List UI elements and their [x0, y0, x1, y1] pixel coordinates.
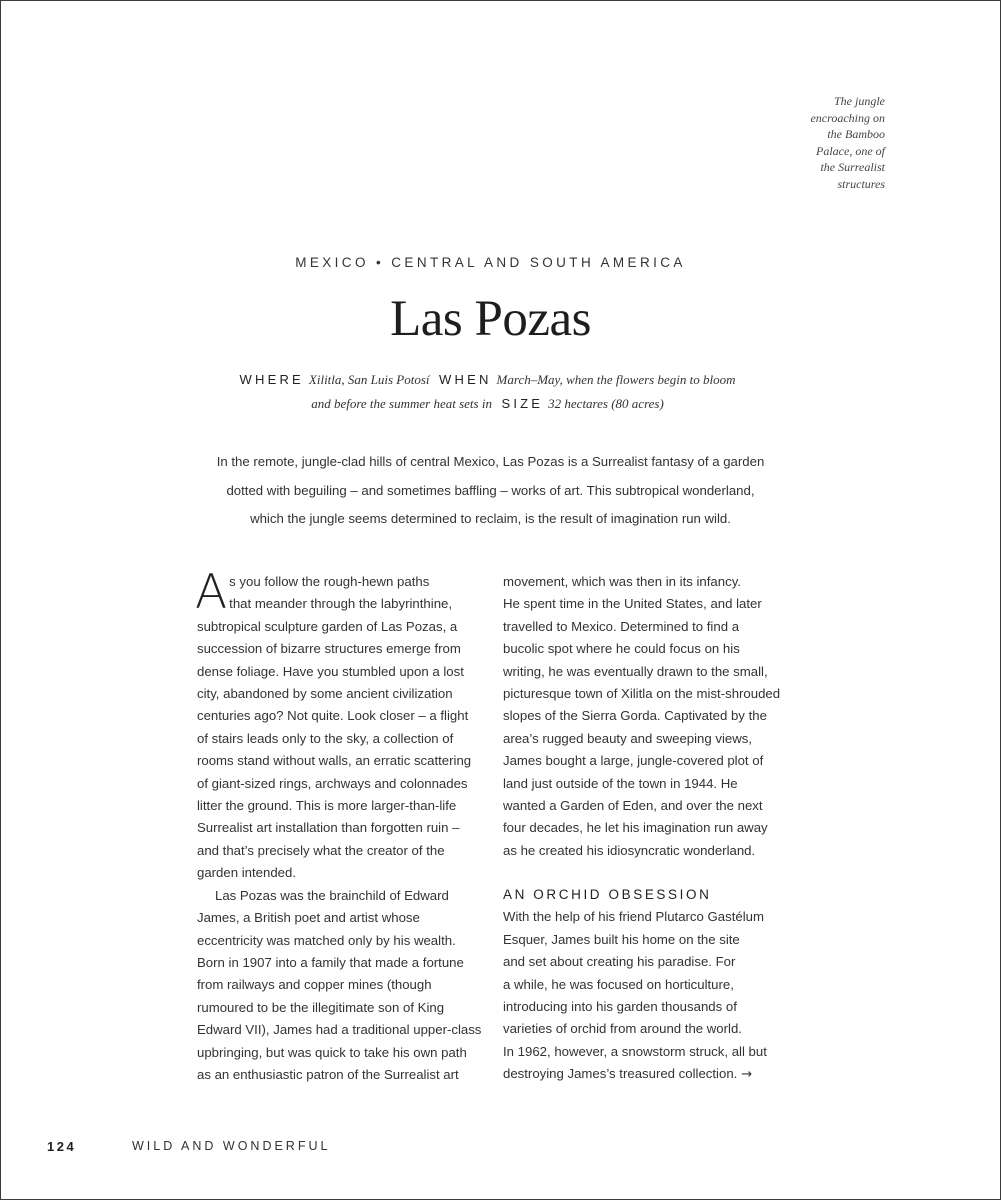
where-label: WHERE: [239, 372, 304, 387]
body-line: and that’s precisely what the creator of the: [197, 842, 445, 858]
body-line: land just outside of the town in 1944. He: [503, 775, 738, 791]
body-line: subtropical sculpture garden of Las Pozas, a: [197, 618, 458, 634]
body-line: centuries ago? Not quite. Look closer – a flight: [197, 708, 469, 724]
body-line: movement, which was then in its infancy.: [503, 574, 741, 589]
body-line: slopes of the Sierra Gorda. Captivated by the: [503, 708, 767, 724]
body-line: a while, he was focused on horticulture,: [503, 976, 734, 992]
size-value: 32 hectares (80 acres): [548, 396, 664, 411]
fact-box: [0, 368, 981, 416]
caption-line: the Surrealist: [820, 160, 885, 175]
when-value-line1: March–May, when the flowers begin to bloom: [496, 372, 736, 387]
body-line: s you follow the rough-hewn paths: [229, 574, 430, 589]
body-line: as he created his idiosyncratic wonderland.: [503, 842, 756, 858]
section-subheading: AN ORCHID OBSESSION: [503, 887, 712, 903]
paragraph-3: [503, 571, 793, 862]
caption-line: Palace, one of: [816, 143, 885, 158]
body-line: With the help of his friend Plutarco Gastélum: [503, 909, 764, 925]
body-line: He spent time in the United States, and later: [503, 596, 762, 612]
body-line: James, a British poet and artist whose: [197, 910, 420, 926]
body-line: rumoured to be the illegitimate son of King: [197, 999, 445, 1015]
body-line: varieties of orchid from around the world.: [503, 1021, 742, 1037]
body-line: picturesque town of Xilitla on the mist-shrouded: [503, 686, 781, 702]
when-label: WHEN: [439, 372, 492, 387]
body-line: travelled to Mexico. Determined to find a: [503, 618, 740, 634]
body-line: and set about creating his paradise. For: [503, 954, 736, 970]
body-line: destroying James’s treasured collection.: [503, 1066, 738, 1082]
body-line: Born in 1907 into a family that made a fortune: [197, 954, 464, 970]
body-line: from railways and copper mines (though: [197, 977, 432, 993]
body-line: Edward VII), James had a traditional upper-class: [197, 1022, 482, 1038]
body-line: writing, he was eventually drawn to the small,: [503, 663, 768, 679]
body-line: dense foliage. Have you stumbled upon a lost: [197, 663, 464, 679]
paragraph-1: [195, 565, 487, 885]
caption-line: the Bamboo: [827, 127, 885, 142]
body-column-right: [503, 571, 793, 1087]
caption-line: structures: [837, 176, 885, 191]
fact-line-2: [0, 392, 981, 416]
body-line: James bought a large, jungle-covered plot of: [503, 753, 764, 769]
body-line: that meander through the labyrinthine,: [229, 596, 453, 612]
body-line: Las Pozas was the brainchild of Edward: [215, 887, 449, 903]
size-label: SIZE: [501, 396, 544, 411]
body-line: succession of bizarre structures emerge from: [197, 641, 461, 657]
body-line: eccentricity was matched only by his wealth.: [197, 932, 456, 948]
body-column-left: [195, 565, 487, 1086]
continue-arrow-icon: →: [741, 1067, 753, 1083]
body-line: of giant-sized rings, archways and colonnades: [197, 775, 468, 791]
caption-line: The jungle: [834, 94, 885, 108]
running-head: WILD AND WONDERFUL: [132, 1139, 331, 1153]
paragraph-2: [197, 885, 487, 1087]
when-value-line2: and before the summer heat sets in: [311, 396, 492, 411]
page-number: 124: [47, 1139, 77, 1154]
caption-line: encroaching on: [810, 110, 885, 125]
body-line: litter the ground. This is more larger-than-life: [197, 798, 457, 814]
photo-caption: [775, 93, 885, 193]
body-line: upbringing, but was quick to take his own path: [197, 1044, 467, 1060]
body-line: wanted a Garden of Eden, and over the next: [503, 798, 763, 814]
body-line: area’s rugged beauty and sweeping views,: [503, 730, 753, 746]
body-line: rooms stand without walls, an erratic scattering: [197, 753, 472, 769]
body-line: introducing into his garden thousands of: [503, 998, 737, 1014]
body-line: as an enthusiastic patron of the Surrealist art: [197, 1066, 459, 1082]
region-kicker: MEXICO • CENTRAL AND SOUTH AMERICA: [295, 255, 686, 270]
body-line: bucolic spot where he could focus on his: [503, 641, 740, 657]
body-line: city, abandoned by some ancient civilization: [197, 686, 453, 702]
body-line: garden intended.: [197, 865, 296, 881]
intro-paragraph: In the remote, jungle-clad hills of central Mexico, Las Pozas is a Surrealist fantasy of a garden dotted with beguiling – and sometimes baffling – works of art. This subtropical wonderland, which the jungle seems determined to reclaim, is the result of imagination run wild.: [216, 454, 765, 526]
paragraph-4: [503, 906, 793, 1086]
where-value: Xilitla, San Luis Potosí: [308, 372, 430, 387]
drop-cap: A: [195, 565, 228, 620]
body-line: In 1962, however, a snowstorm struck, all but: [503, 1043, 767, 1059]
body-line: Surrealist art installation than forgotten ruin –: [197, 820, 460, 836]
page-title: Las Pozas: [390, 291, 591, 347]
body-line: of stairs leads only to the sky, a collection of: [197, 730, 454, 746]
body-line: four decades, he let his imagination run away: [503, 820, 768, 836]
body-line: Esquer, James built his home on the site: [503, 931, 740, 947]
fact-line-1: [0, 368, 981, 392]
